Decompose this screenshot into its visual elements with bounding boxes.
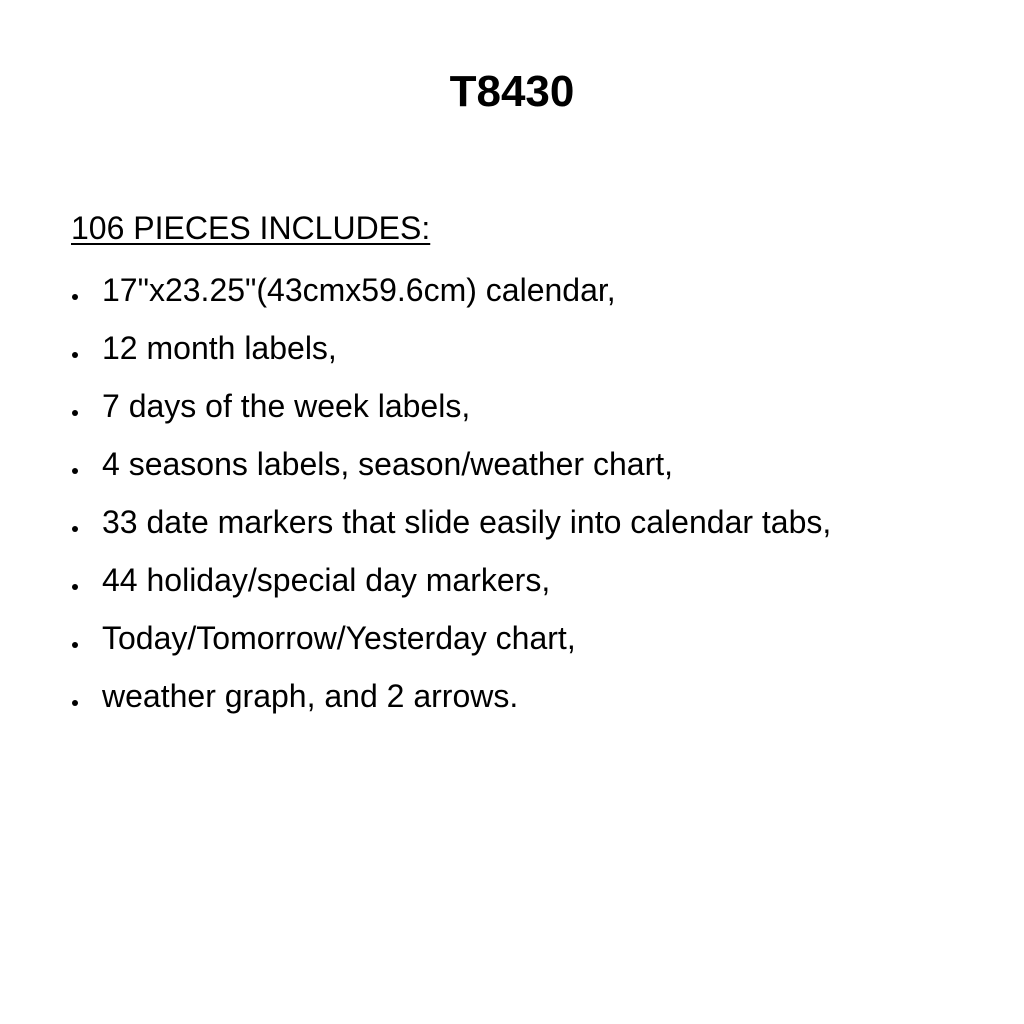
bullet-icon <box>71 261 79 319</box>
contents-section <box>71 203 1001 725</box>
bullet-icon <box>71 551 79 609</box>
list-item <box>71 319 1001 377</box>
list-item <box>71 551 1001 609</box>
bullet-icon <box>71 377 79 435</box>
bullet-icon <box>71 319 79 377</box>
list-item <box>71 261 1001 319</box>
list-item <box>71 609 1001 667</box>
list-item-text: 7 days of the week labels, <box>102 388 471 424</box>
list-item <box>71 435 1001 493</box>
bullet-icon <box>71 609 79 667</box>
list-item <box>71 377 1001 435</box>
product-code-title: T8430 <box>449 67 575 116</box>
bullet-icon <box>71 435 79 493</box>
bullet-icon <box>71 493 79 551</box>
bullet-icon <box>71 667 79 725</box>
list-item-text: 44 holiday/special day markers, <box>102 562 551 598</box>
list-item <box>71 667 1001 725</box>
list-item-text: Today/Tomorrow/Yesterday chart, <box>102 620 576 656</box>
list-item-text: 17"x23.25"(43cmx59.6cm) calendar, <box>102 272 616 308</box>
contents-list <box>71 261 1001 725</box>
list-item-text: 12 month labels, <box>102 330 337 366</box>
list-item-text: 33 date markers that slide easily into calendar tabs, <box>102 504 832 540</box>
pieces-heading: 106 PIECES INCLUDES: <box>71 210 431 246</box>
list-item-text: 4 seasons labels, season/weather chart, <box>102 446 673 482</box>
list-item <box>71 493 1001 551</box>
list-item-text: weather graph, and 2 arrows. <box>102 678 519 714</box>
